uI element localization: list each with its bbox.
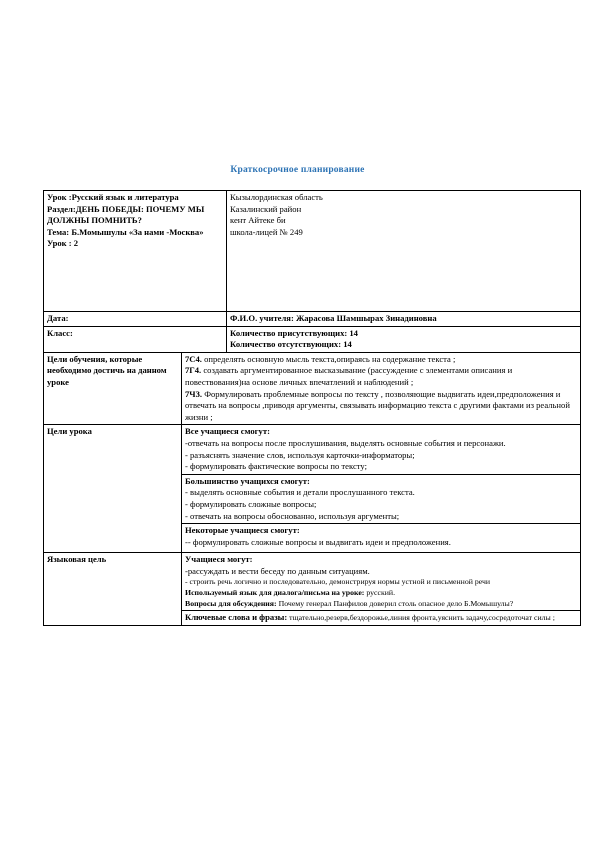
- attendance-cell: [227, 326, 581, 352]
- class-row: [44, 326, 581, 352]
- language-goal-row: [44, 553, 581, 611]
- keywords-cell: [182, 611, 581, 626]
- language-goal-label: Языковая цель: [44, 553, 182, 625]
- goals-all-heading: Все учащиеся смогут:: [185, 426, 270, 437]
- planning-table: [43, 190, 581, 626]
- date-row: [44, 312, 581, 327]
- lesson-goals-all-row: [44, 425, 581, 474]
- lesson-section: Раздел:ДЕНЬ ПОБЕДЫ: ПОЧЕМУ МЫ ДОЛЖНЫ ПОМНИТЬ?: [47, 203, 205, 226]
- language-used: Используемый язык для диалога/письма на уроке: русский.: [185, 587, 396, 597]
- goals-most-cell: [182, 474, 581, 523]
- lesson-subject: Урок :Русский язык и литература: [47, 192, 179, 202]
- school-name: школа-лицей № 249: [230, 226, 303, 237]
- goals-some-item: -- формулировать сложные вопросы и выдвигать идеи и предположения.: [185, 536, 451, 547]
- learning-goals-content: [182, 352, 581, 425]
- lesson-goals-label: Цели урока: [44, 425, 182, 553]
- header-row: [44, 191, 581, 312]
- goals-all-item: -отвечать на вопросы после прослушивания, выделять основные события и персонажи.: [185, 437, 506, 448]
- language-goal-cell: [182, 553, 581, 611]
- learning-goals-label: Цели обучения, которые необходимо достичь на данном уроке: [44, 352, 182, 425]
- language-goal-item: -рассуждать и вести беседу по данным ситуациям.: [185, 565, 370, 576]
- learning-goal-item: 7Г4. создавать аргументированное высказывание (рассуждение с элементами описания и повествования)на основе личных впечатлений и наблюдений ;: [185, 365, 513, 387]
- absent-count: Количество отсутствующих: 14: [230, 339, 352, 350]
- goals-some-heading: Некоторые учащиеся смогут:: [185, 525, 300, 536]
- goals-all-cell: [182, 425, 581, 474]
- learning-goal-item: 7Ч3. Формулировать проблемные вопросы по тексту , позволяющие выдвигать идеи,предположения и отвечать на вопросы ,приводя аргументы, связывать информацию текста с другими фактами из реальной жизни ;: [185, 388, 570, 422]
- goals-some-cell: [182, 524, 581, 553]
- school-district: Казалинский район: [230, 203, 302, 214]
- lesson-topic: Тема: Б.Момышулы «За нами -Москва»: [47, 226, 204, 237]
- learning-goal-item: 7С4. определять основную мысль текста,опираясь на содержание текста ;: [185, 353, 456, 364]
- present-count: Количество присутствующих: 14: [230, 327, 358, 338]
- goals-most-item: - отвечать на вопросы обоснованно, используя аргументы;: [185, 510, 400, 521]
- goals-all-item: - разъяснять значение слов, используя карточки-информаторы;: [185, 449, 415, 460]
- discussion-questions: Вопросы для обсуждения: Почему генерал Панфилов доверил столь опасное дело Б.Момышулы?: [185, 598, 514, 608]
- goals-most-item: - формулировать сложные вопросы;: [185, 498, 317, 509]
- date-label: Дата:: [44, 312, 227, 327]
- class-label: Класс:: [44, 326, 227, 352]
- page-title: Краткосрочное планирование: [230, 165, 365, 175]
- goals-all-item: - формулировать фактические вопросы по тексту;: [185, 461, 367, 472]
- goals-most-heading: Большинство учащихся смогут:: [185, 475, 310, 486]
- school-settlement: кент Айтеке би: [230, 215, 286, 226]
- lesson-info-cell: [44, 191, 227, 312]
- teacher-name: Ф.И.О. учителя: Жарасова Шамшырах Зинадиновна: [227, 312, 581, 327]
- language-goal-heading: Учащиеся могут:: [185, 554, 253, 565]
- school-info-cell: [227, 191, 581, 312]
- goals-most-item: - выделять основные события и детали прослушанного текста.: [185, 487, 415, 498]
- lesson-number: Урок : 2: [47, 238, 79, 249]
- school-region: Кызылординская область: [230, 192, 323, 202]
- language-goal-item: - строить речь логично и последовательно, демонстрируя нормы устной и письменной речи: [185, 577, 491, 587]
- learning-goals-row: [44, 352, 581, 425]
- keywords: Ключевые слова и фразы: тщательно,резерв,бездорожье,линия фронта,уяснить задачу,сосредоточат силы ;: [185, 612, 555, 623]
